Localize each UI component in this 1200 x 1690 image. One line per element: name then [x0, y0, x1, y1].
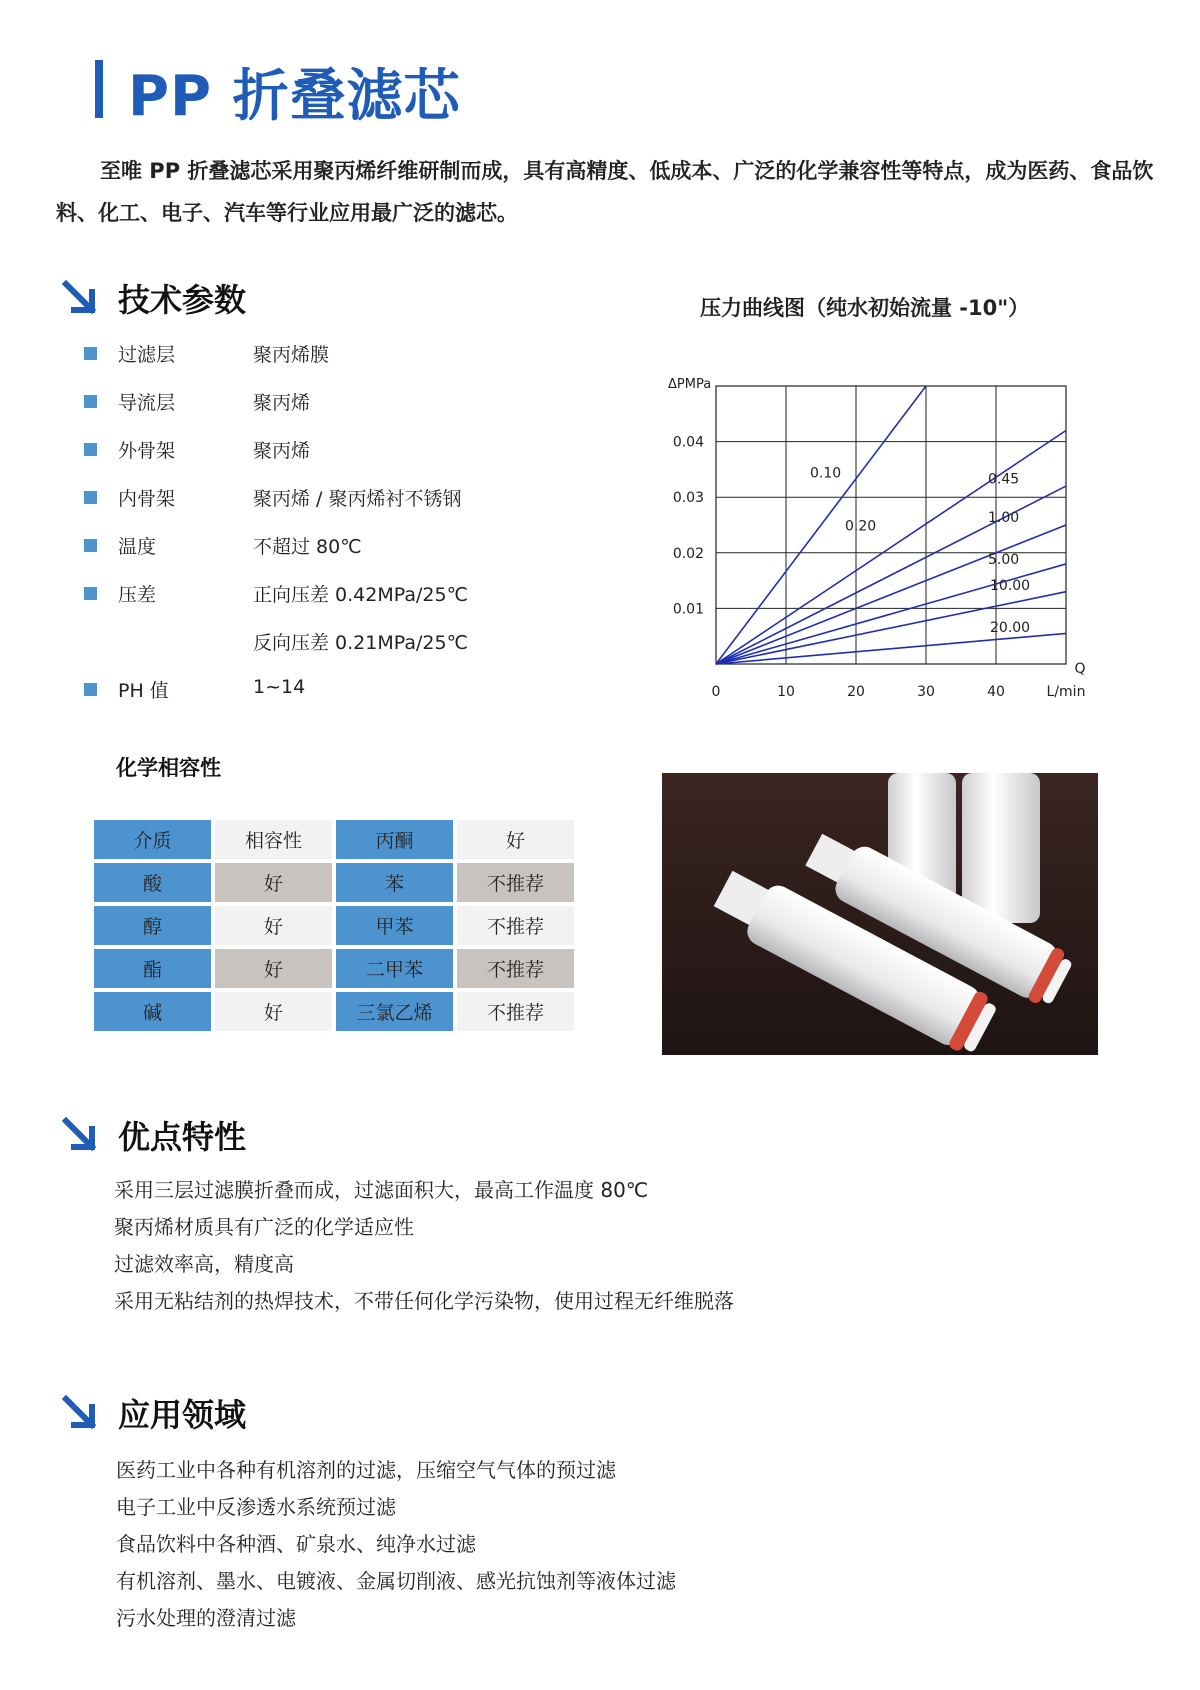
table-row — [94, 863, 574, 902]
x-tick-label: 40 — [987, 684, 1005, 700]
table-cell: 介质 — [94, 820, 211, 859]
table-cell: 不推荐 — [457, 949, 574, 988]
table-cell: 醇 — [94, 906, 211, 945]
list-item: 聚丙烯材质具有广泛的化学适应性 — [114, 1215, 414, 1239]
table-cell: 好 — [215, 906, 332, 945]
x-tick-label: 30 — [917, 684, 935, 700]
y-tick-label: 0.03 — [672, 490, 704, 507]
list-item: 有机溶剂、墨水、电镀液、金属切削液、感光抗蚀剂等液体过滤 — [116, 1569, 676, 1593]
table-row — [94, 992, 574, 1031]
table-cell: 二甲苯 — [336, 949, 453, 988]
bullet-square-icon — [84, 395, 97, 408]
arrow-down-right-icon — [60, 1393, 100, 1433]
table-cell: 不推荐 — [457, 906, 574, 945]
param-label: 导流层 — [118, 392, 176, 414]
param-label: PH 值 — [118, 680, 169, 702]
section-tech-header — [60, 275, 246, 321]
x-axis-label-q: Q — [1074, 661, 1086, 677]
table-cell: 酸 — [94, 863, 211, 902]
param-label: 过滤层 — [118, 344, 176, 366]
table-cell: 相容性 — [215, 820, 332, 859]
param-value: 1~14 — [253, 676, 306, 698]
x-tick-label: 20 — [847, 684, 865, 700]
x-tick-label: L/min — [1046, 684, 1086, 700]
intro-text: 至唯 PP 折叠滤芯采用聚丙烯纤维研制而成，具有高精度、低成本、广泛的化学兼容性等特点，成为医药、食品饮料、化工、电子、汽车等行业应用最广泛的滤芯。 — [56, 159, 1154, 225]
table-cell: 三氯乙烯 — [336, 992, 453, 1031]
param-label: 外骨架 — [118, 440, 176, 462]
param-value: 不超过 80℃ — [253, 536, 362, 558]
table-cell: 好 — [215, 992, 332, 1031]
compat-title: 化学相容性 — [116, 756, 221, 780]
bullet-square-icon — [84, 443, 97, 456]
series-label: 5.00 — [988, 551, 1020, 568]
list-item: 医药工业中各种有机溶剂的过滤，压缩空气气体的预过滤 — [116, 1458, 616, 1482]
series-label: 1.00 — [988, 510, 1020, 527]
param-value: 聚丙烯 — [253, 392, 311, 414]
table-cell: 不推荐 — [457, 863, 574, 902]
intro-paragraph — [56, 150, 1166, 234]
list-item: 食品饮料中各种酒、矿泉水、纯净水过滤 — [116, 1532, 476, 1556]
y-axis-label: ΔPMPa — [668, 377, 712, 392]
series-label: 0.20 — [845, 518, 877, 535]
table-cell: 丙酮 — [336, 820, 453, 859]
section-applications-header — [60, 1390, 246, 1436]
product-photo — [662, 773, 1098, 1055]
table-cell: 不推荐 — [457, 992, 574, 1031]
table-row — [94, 949, 574, 988]
table-cell: 好 — [457, 820, 574, 859]
table-cell: 碱 — [94, 992, 211, 1031]
table-cell: 好 — [215, 949, 332, 988]
section-advantages-title: 优点特性 — [118, 1118, 247, 1156]
param-label: 压差 — [118, 584, 157, 606]
section-advantages-header — [60, 1112, 246, 1158]
series-label: 10.00 — [990, 578, 1031, 595]
bullet-square-icon — [84, 683, 97, 696]
arrow-down-right-icon — [60, 278, 100, 318]
bullet-square-icon — [84, 491, 97, 504]
list-item: 采用三层过滤膜折叠而成，过滤面积大，最高工作温度 80℃ — [114, 1178, 649, 1202]
table-row — [94, 906, 574, 945]
param-value: 聚丙烯膜 — [253, 344, 330, 366]
x-tick-label: 10 — [777, 684, 795, 700]
table-cell: 苯 — [336, 863, 453, 902]
series-label: 0.45 — [988, 471, 1020, 488]
compat-table — [90, 816, 578, 1035]
param-value: 正向压差 0.42MPa/25℃ — [253, 584, 468, 606]
param-label: 温度 — [118, 536, 157, 558]
section-tech-title: 技术参数 — [118, 281, 247, 319]
applications-list — [116, 1452, 676, 1637]
list-item: 污水处理的澄清过滤 — [116, 1606, 296, 1630]
table-cell: 好 — [215, 863, 332, 902]
list-item: 电子工业中反渗透水系统预过滤 — [116, 1495, 396, 1519]
pressure-curve-chart — [660, 362, 1100, 712]
table-row — [94, 820, 574, 859]
series-label: 0.10 — [810, 465, 842, 482]
list-item: 采用无粘结剂的热焊技术，不带任何化学污染物，使用过程无纤维脱落 — [114, 1289, 734, 1313]
param-value: 聚丙烯 — [253, 440, 311, 462]
series-label: 20.00 — [990, 619, 1031, 636]
bullet-square-icon — [84, 587, 97, 600]
y-tick-label: 0.01 — [672, 601, 704, 618]
param-value: 聚丙烯 / 聚丙烯衬不锈钢 — [253, 488, 462, 510]
chart-title: 压力曲线图（纯水初始流量 -10"） — [700, 296, 1030, 320]
bullet-square-icon — [84, 539, 97, 552]
x-tick-label: 0 — [711, 684, 721, 700]
y-tick-label: 0.02 — [672, 545, 704, 562]
y-tick-label: 0.04 — [672, 434, 704, 451]
page-title: PP 折叠滤芯 — [128, 64, 461, 129]
bullet-square-icon — [84, 347, 97, 360]
param-label: 内骨架 — [118, 488, 176, 510]
arrow-down-right-icon — [60, 1115, 100, 1155]
list-item: 过滤效率高，精度高 — [114, 1252, 294, 1276]
section-applications-title: 应用领域 — [118, 1396, 247, 1434]
table-cell: 酯 — [94, 949, 211, 988]
upright-cartridge-b — [962, 773, 1040, 923]
advantages-list — [114, 1172, 734, 1320]
table-cell: 甲苯 — [336, 906, 453, 945]
title-accent-bar — [95, 60, 103, 118]
param-value: 反向压差 0.21MPa/25℃ — [253, 632, 468, 654]
